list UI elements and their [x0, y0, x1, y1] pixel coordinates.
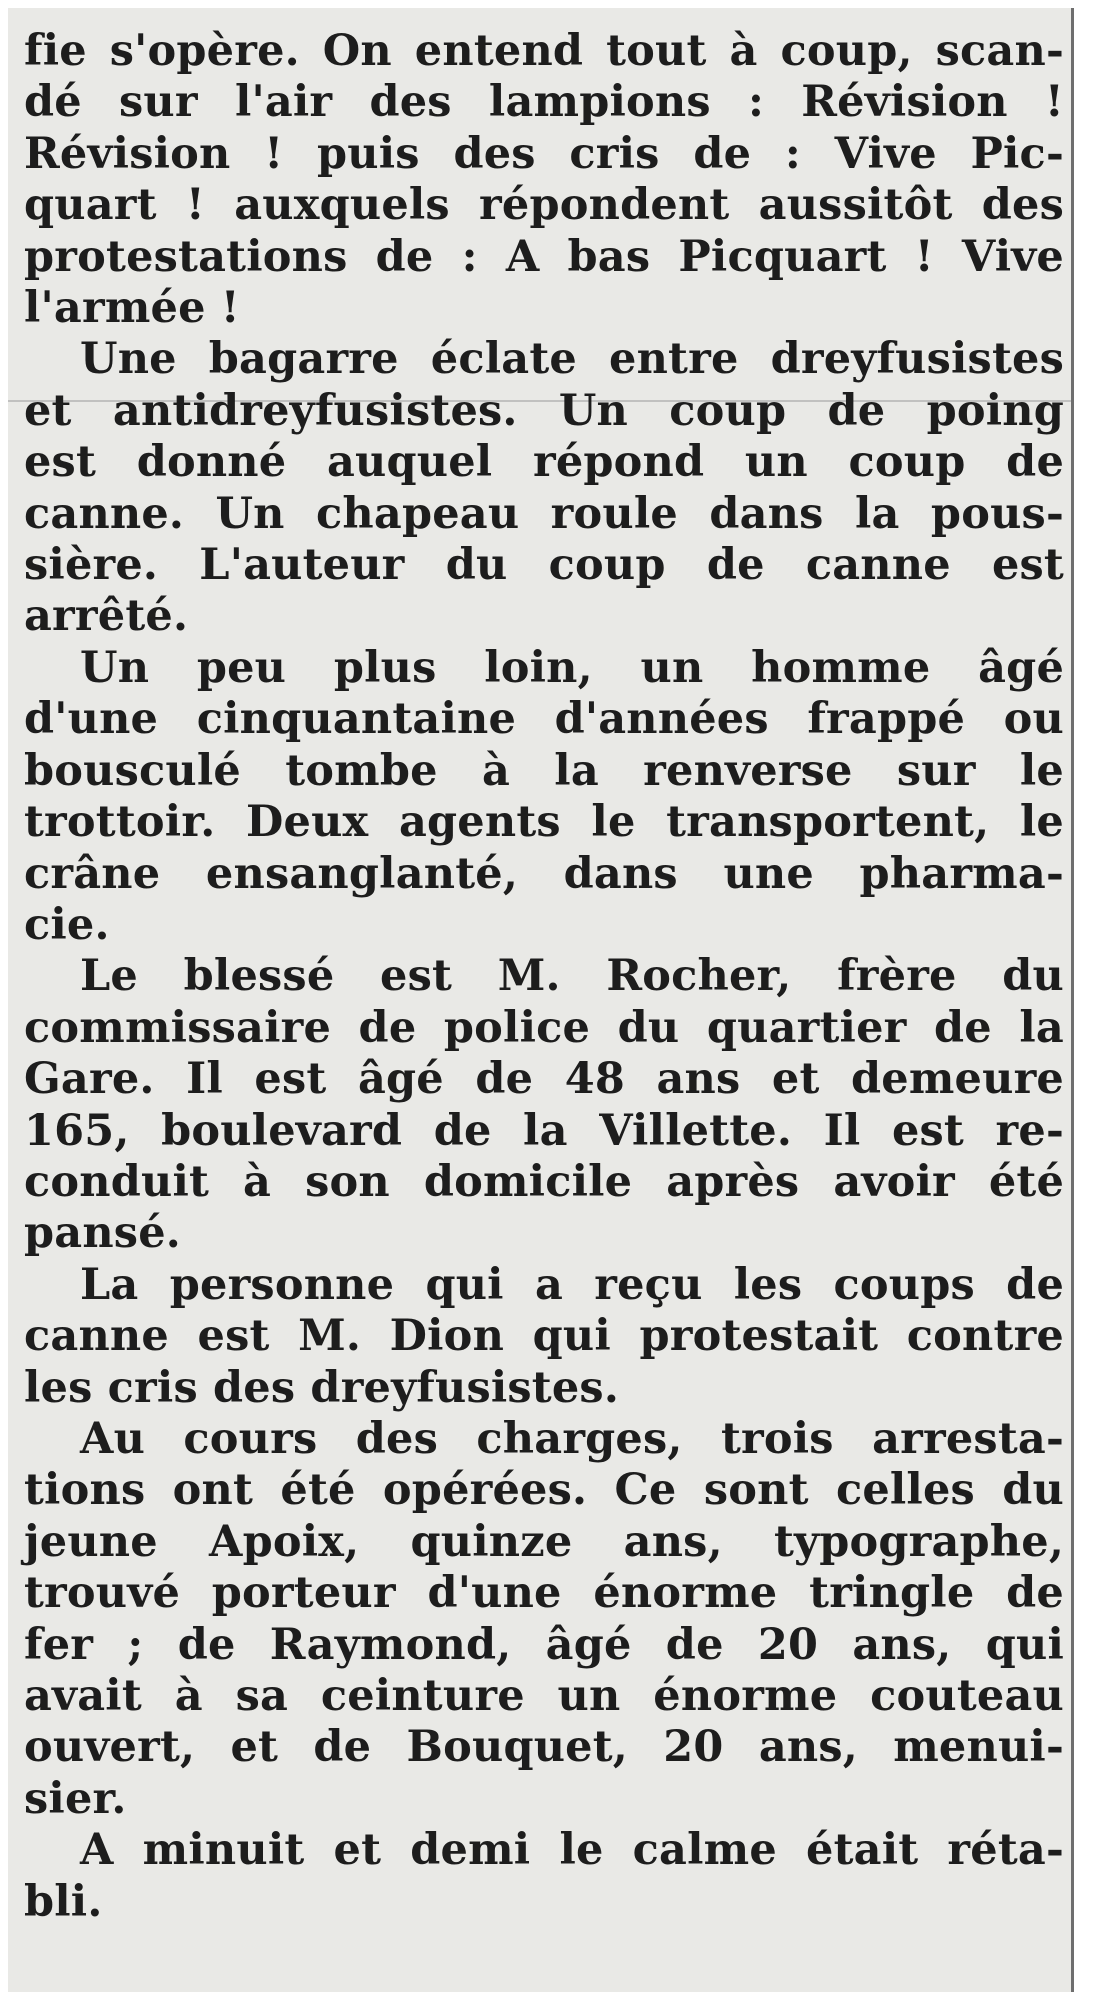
text-line: bousculé tombe à la renverse sur le: [24, 745, 1064, 796]
paragraph-2: [24, 334, 1064, 642]
text-line: est donné auquel répond un coup de: [24, 437, 1064, 488]
text-line: commissaire de police du quartier de la: [24, 1002, 1064, 1053]
text-line: crâne ensanglanté, dans une pharma-: [24, 848, 1064, 899]
text-line: fie s'opère. On entend tout à coup, scan-: [24, 26, 1064, 76]
text-line: A minuit et demi le calme était réta-: [80, 1825, 1064, 1876]
text-line: Un peu plus loin, un homme âgé: [80, 642, 1064, 693]
text-line: Une bagarre éclate entre dreyfusistes: [80, 334, 1064, 385]
text-line: ouvert, et de Bouquet, 20 ans, menui-: [24, 1722, 1064, 1773]
text-line: Révision ! puis des cris de : Vive Pic-: [24, 128, 1064, 179]
text-line: Au cours des charges, trois arresta-: [80, 1413, 1064, 1464]
text-line: conduit à son domicile après avoir été: [24, 1156, 1064, 1207]
text-line: d'une cinquantaine d'années frappé ou: [24, 694, 1064, 745]
text-line: fer ; de Raymond, âgé de 20 ans, qui: [24, 1619, 1064, 1670]
paragraph-4: [24, 951, 1064, 1259]
paragraph-1: [24, 26, 1064, 334]
text-line: et antidreyfusistes. Un coup de poing: [24, 385, 1064, 436]
paragraph-3: [24, 643, 1064, 951]
text-line: canne. Un chapeau roule dans la pous-: [24, 488, 1064, 539]
text-line: quart ! auxquels répondent aussitôt des: [24, 180, 1064, 231]
text-line: les cris des dreyfusistes.: [24, 1362, 620, 1413]
text-line: l'armée !: [24, 283, 240, 334]
text-line: jeune Apoix, quinze ans, typographe,: [24, 1516, 1064, 1567]
text-line: 165, boulevard de la Villette. Il est re-: [24, 1105, 1064, 1156]
text-line: bli.: [24, 1876, 103, 1927]
newspaper-clipping: [8, 8, 1074, 1992]
paragraph-7: [24, 1825, 1064, 1928]
text-line: protestations de : A bas Picquart ! Vive: [24, 231, 1064, 282]
text-line: Gare. Il est âgé de 48 ans et demeure: [24, 1054, 1064, 1105]
text-line: sier.: [24, 1773, 127, 1824]
text-line: cie.: [24, 899, 110, 950]
text-line: dé sur l'air des lampions : Révision !: [24, 77, 1064, 128]
paragraph-6: [24, 1414, 1064, 1825]
text-line: canne est M. Dion qui protestait contre: [24, 1311, 1064, 1362]
text-line: trouvé porteur d'une énorme tringle de: [24, 1568, 1064, 1619]
text-line: La personne qui a reçu les coups de: [80, 1259, 1064, 1310]
article-column: [24, 26, 1064, 1928]
paragraph-5: [24, 1260, 1064, 1414]
text-line: Le blessé est M. Rocher, frère du: [80, 951, 1064, 1002]
text-line: tions ont été opérées. Ce sont celles du: [24, 1465, 1064, 1516]
text-line: pansé.: [24, 1208, 181, 1259]
text-line: avait à sa ceinture un énorme couteau: [24, 1671, 1064, 1721]
text-line: sière. L'auteur du coup de canne est: [24, 540, 1064, 591]
text-line: trottoir. Deux agents le transportent, le: [24, 797, 1064, 848]
text-line: arrêté.: [24, 591, 189, 642]
